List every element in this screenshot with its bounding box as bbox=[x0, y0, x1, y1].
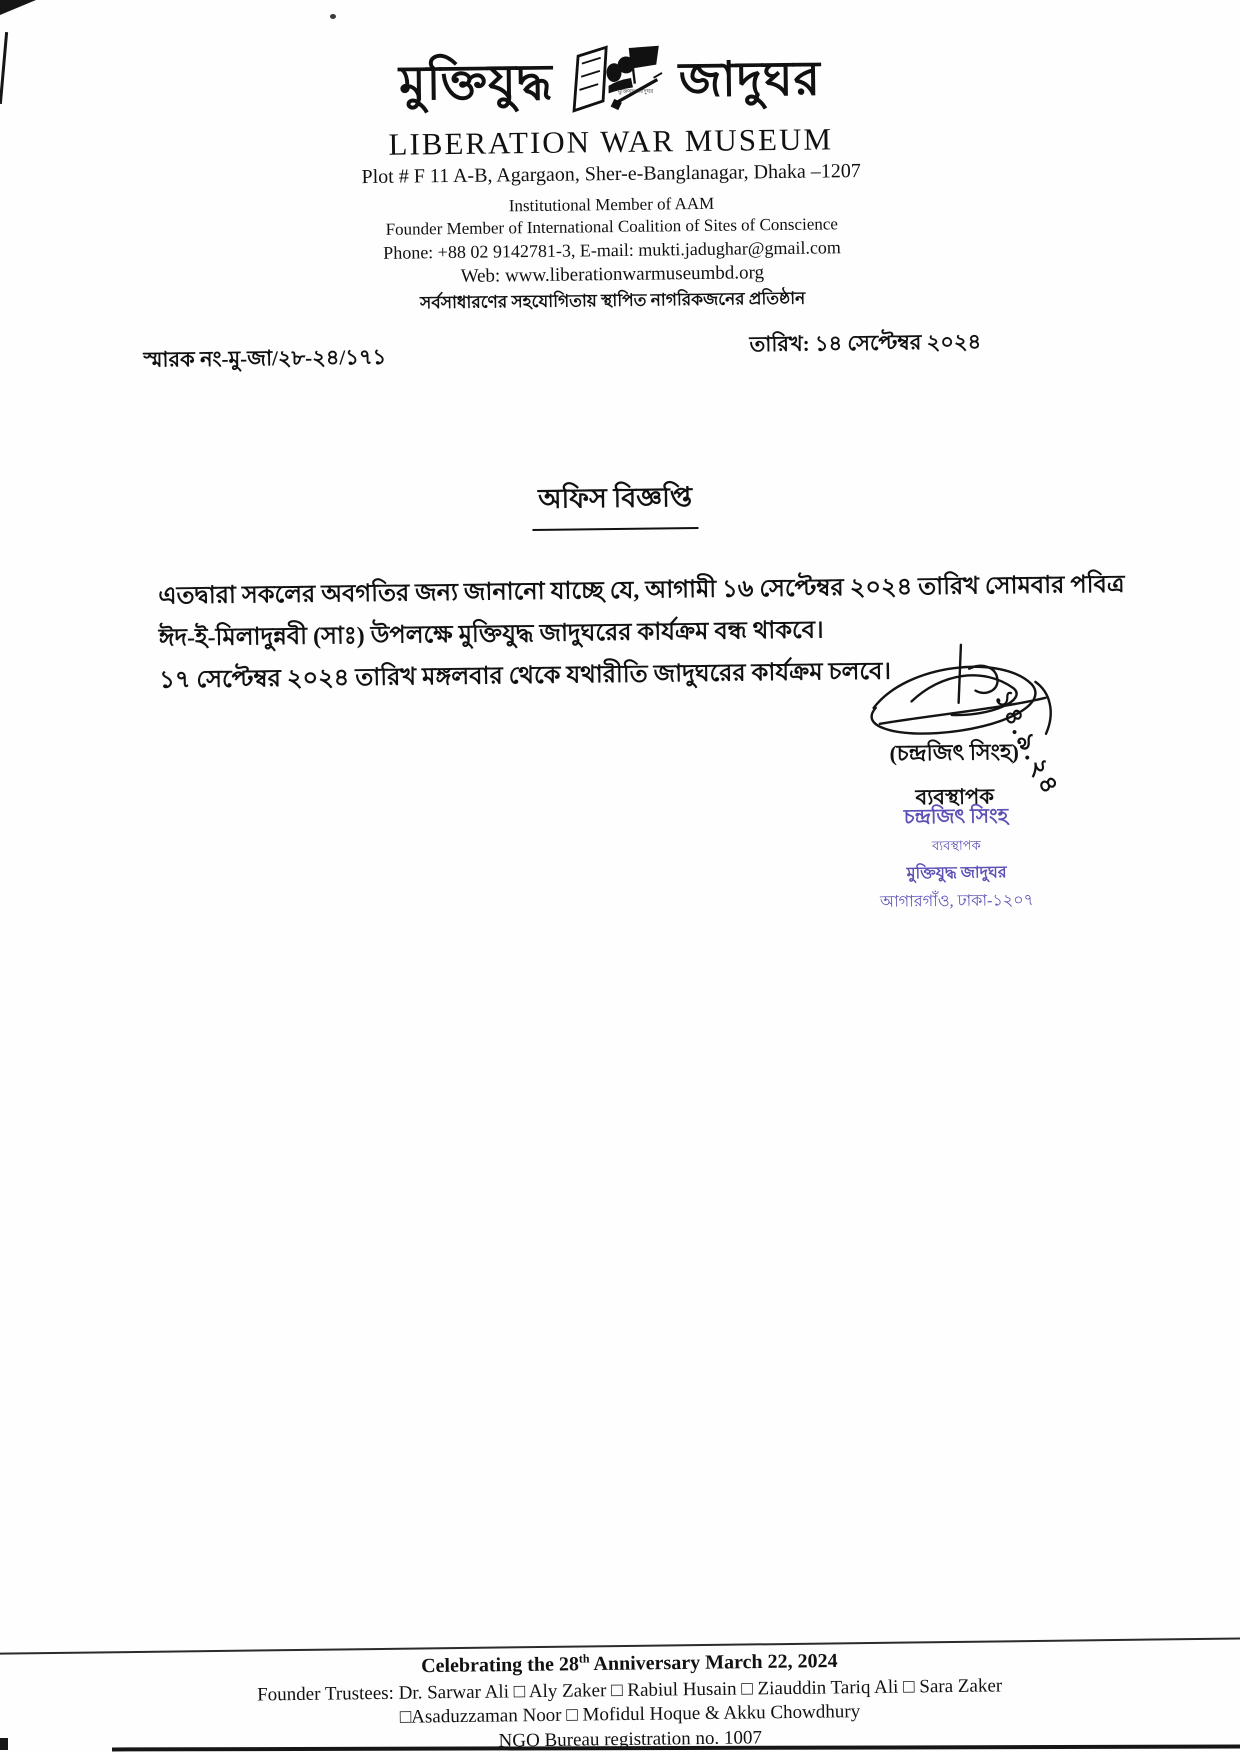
footer bbox=[9, 1643, 1240, 1754]
anniversary-prefix: Celebrating the 28 bbox=[421, 1653, 580, 1678]
letterhead bbox=[0, 36, 1233, 323]
anniversary-suffix: Anniversary March 22, 2024 bbox=[589, 1650, 838, 1676]
bangla-masthead bbox=[0, 36, 1230, 127]
signatory-name: (চন্দ্রজিৎ সিংহ) bbox=[889, 739, 1020, 766]
anniversary-ordinal: th bbox=[578, 1651, 590, 1666]
founder-trustees-line-2: □Asaduzzaman Noor □ Mofidul Hoque & Akku Chowdhury bbox=[399, 1700, 861, 1728]
notice-title: অফিস বিজ্ঞপ্তি bbox=[532, 477, 699, 531]
notice-body-line-1: এতদ্বারা সকলের অবগতির জন্য জানানো যাচ্ছে যে, আগামী ১৬ সেপ্টেম্বর ২০২৪ তারিখ সোমবার পবিত্র bbox=[158, 571, 1125, 610]
museum-name-title: LIBERATION WAR MUSEUM bbox=[388, 121, 834, 162]
letter-date: তারিখ: ১৪ সেপ্টেম্বর ২০২৪ bbox=[749, 329, 982, 357]
ngo-registration-line: NGO Bureau registration no. 1007 bbox=[498, 1726, 763, 1752]
trustees-label: Founder Trustees: bbox=[257, 1682, 395, 1706]
address-line: Plot # F 11 A-B, Agargaon, Sher-e-Banglanagar, Dhaka –1207 bbox=[361, 160, 861, 189]
official-stamp bbox=[861, 801, 1052, 916]
signature-scribble bbox=[849, 639, 1085, 750]
website-line: Web: www.liberationwarmuseumbd.org bbox=[460, 262, 765, 287]
bangla-masthead-left: মুক্তিযুদ্ধ bbox=[398, 55, 554, 111]
trustees-names-1: Dr. Sarwar Ali □ Aly Zaker □ Rabiul Husain □ Ziauddin Tariq Ali □ Sara Zaker bbox=[398, 1675, 1003, 1704]
handwritten-date: ১৪.৯.২৪ bbox=[989, 686, 1065, 801]
stamp-line-2: ব্যবস্থাপক bbox=[931, 837, 981, 854]
contact-line: Phone: +88 02 9142781-3, E-mail: mukti.jadughar@gmail.com bbox=[383, 237, 841, 263]
memo-number: স্মারক নং-মু-জা/২৮-২৪/১৭১ bbox=[143, 344, 387, 372]
logo-cloth bbox=[573, 47, 607, 110]
stamp-line-3: মুক্তিযুদ্ধ জাদুঘর bbox=[906, 864, 1007, 883]
scan-artifact-bottom-corner bbox=[0, 1738, 8, 1750]
stamp-line-4: আগারগাঁও, ঢাকা-১২০৭ bbox=[879, 891, 1035, 911]
notice-body-line-3: ১৭ সেপ্টেম্বর ২০২৪ তারিখ মঙ্গলবার থেকে যথারীতি জাদুঘরের কার্যক্রম চলবে। bbox=[159, 658, 892, 694]
bangla-masthead-right: জাদুঘর bbox=[678, 52, 822, 107]
membership-line-2: Founder Member of International Coalition of Sites of Conscience bbox=[385, 214, 839, 239]
tagline-bangla: সর্বসাধারণের সহযোগিতায় স্থাপিত নাগরিকজনের প্রতিষ্ঠান bbox=[419, 288, 806, 313]
museum-logo bbox=[568, 43, 663, 120]
logo-caption: মুক্তিযুদ্ধ জাদুঘর bbox=[617, 88, 654, 96]
notice-body-line-2: ঈদ-ই-মিলাদুন্নবী (সাঃ) উপলক্ষে মুক্তিযুদ্ধ জাদুঘরের কার্যক্রম বন্ধ থাকবে। bbox=[158, 617, 824, 652]
signatory-designation: ব্যবস্থাপক bbox=[915, 784, 995, 810]
membership-line-1: Institutional Member of AAM bbox=[508, 193, 715, 216]
stamp-line-1: চন্দ্রজিৎ সিংহ bbox=[903, 805, 1009, 829]
